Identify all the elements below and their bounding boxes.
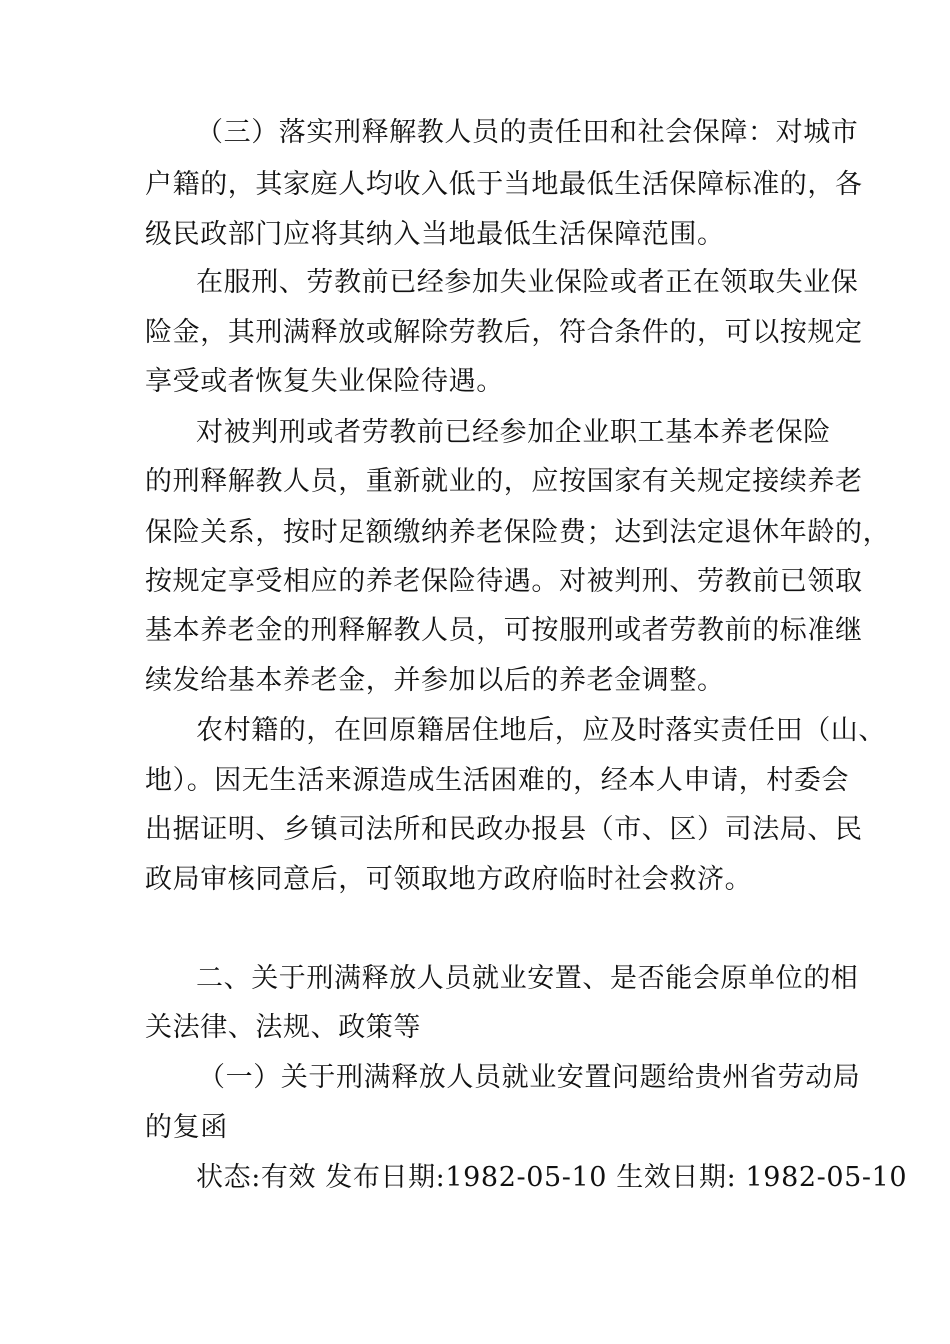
para1-line-2: 户籍的，其家庭人均收入低于当地最低生活保障标准的，各: [145, 169, 863, 200]
para2-line-3: 享受或者恢复失业保险待遇。: [145, 366, 504, 397]
section2-heading-line-2: 关法律、法规、政策等: [145, 1012, 421, 1043]
status-line: 状态:有效 发布日期:1982-05-10 生效日期: 1982-05-10: [196, 1162, 908, 1193]
para4-line-1: 农村籍的，在回原籍居住地后，应及时落实责任田（山、: [196, 715, 886, 746]
section2-heading-line-1: 二、关于刑满释放人员就业安置、是否能会原单位的相: [196, 963, 859, 994]
para3-line-3: 保险关系，按时足额缴纳养老保险费；达到法定退休年龄的，: [145, 517, 891, 548]
para3-line-4: 按规定享受相应的养老保险待遇。对被判刑、劳教前已领取: [145, 566, 863, 597]
para4-line-4: 政局审核同意后，可领取地方政府临时社会救济。: [145, 864, 753, 895]
para1-line-1: （三）落实刑释解教人员的责任田和社会保障：对城市: [196, 117, 859, 148]
subsection1-line-2: 的复函: [145, 1112, 228, 1143]
para2-line-1: 在服刑、劳教前已经参加失业保险或者正在领取失业保: [196, 267, 859, 298]
para4-line-3: 出据证明、乡镇司法所和民政办报县（市、区）司法局、民: [145, 814, 863, 845]
para1-line-3: 级民政部门应将其纳入当地最低生活保障范围。: [145, 219, 725, 250]
para3-line-6: 续发给基本养老金，并参加以后的养老金调整。: [145, 665, 725, 696]
para3-line-5: 基本养老金的刑释解教人员，可按服刑或者劳教前的标准继: [145, 615, 863, 646]
para2-line-2: 险金，其刑满释放或解除劳教后，符合条件的，可以按规定: [145, 317, 863, 348]
para3-line-2: 的刑释解教人员，重新就业的，应按国家有关规定接续养老: [145, 466, 863, 497]
para3-line-1: 对被判刑或者劳教前已经参加企业职工基本养老保险: [196, 417, 831, 448]
subsection1-line-1: （一）关于刑满释放人员就业安置问题给贵州省劳动局: [198, 1062, 861, 1093]
para4-line-2: 地）。因无生活来源造成生活困难的，经本人申请，村委会: [145, 765, 850, 796]
